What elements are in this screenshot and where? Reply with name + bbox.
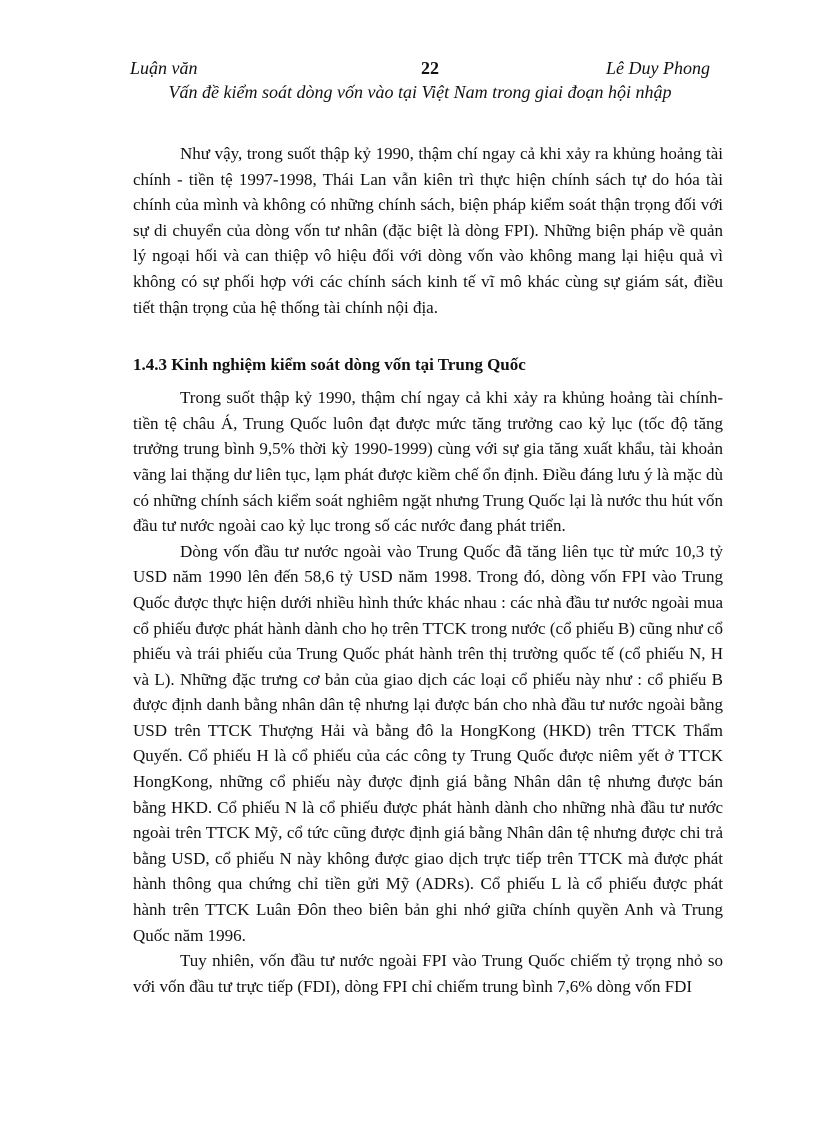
page-header [130, 56, 710, 80]
page-body [133, 141, 723, 999]
section-heading: 1.4.3 Kinh nghiệm kiểm soát dòng vốn tại Trung Quốc [133, 355, 526, 375]
header-thesis-title: Vấn đề kiểm soát dòng vốn vào tại Việt Nam trong giai đoạn hội nhập [168, 82, 672, 102]
body-paragraph: Dòng vốn đầu tư nước ngoài vào Trung Quốc đã tăng liên tục từ mức 10,3 tỷ USD năm 1990 lên đến 58,6 tỷ USD năm 1998. Trong đó, dòng vốn FPI vào Trung Quốc được thực hiện dưới nhiều hình thức khác nhau : các nhà đầu tư nước ngoài mua cổ phiếu được phát hành dành cho họ trên TTCK trong nước (cổ phiếu B) cũng như cổ phiếu và trái phiếu của Trung Quốc phát hành trên thị trường quốc tế (cổ phiếu N, H và L). Những đặc trưng cơ bản của giao dịch các loại cổ phiếu này như : cổ phiếu B được định danh bằng nhân dân tệ nhưng lại được bán cho nhà đầu tư nước ngoài bằng USD trên TTCK Thượng Hải và bằng đô la HongKong (HKD) trên TTCK Thẩm Quyến. Cổ phiếu H là cổ phiếu của các công ty Trung Quốc được niêm yết ở TTCK HongKong, những cổ phiếu này được định giá bằng Nhân dân tệ nhưng được bán bằng HKD. Cổ phiếu N là cổ phiếu được phát hành dành cho những nhà đầu tư nước ngoài trên TTCK Mỹ, cổ tức cũng được định giá bằng Nhân dân tệ nhưng được chi trả bằng USD, cổ phiếu N này không được giao dịch trực tiếp trên TTCK mà được phát hành thông qua chứng chỉ tiền gửi Mỹ (ADRs). Cổ phiếu L là cổ phiếu được phát hành trên TTCK Luân Đôn theo biên bản ghi nhớ giữa chính quyền Anh và Trung Quốc năm 1996. [133, 541, 723, 945]
header-document-type: Luận văn [130, 58, 198, 78]
body-paragraph: Trong suốt thập kỷ 1990, thậm chí ngay cả khi xảy ra khủng hoảng tài chính-tiền tệ châu Á, Trung Quốc luôn đạt được mức tăng trưởng cao kỷ lục (tốc độ tăng trưởng trung bình 9,5% thời kỳ 1990-1999) cùng với sự gia tăng xuất khẩu, tài khoản vãng lai thặng dư liên tục, lạm phát được kiềm chế ổn định. Điều đáng lưu ý là mặc dù có những chính sách kiểm soát nghiêm ngặt nhưng Trung Quốc lại là nước thu hút vốn đầu tư nước ngoài cao kỷ lục trong số các nước đang phát triển. [133, 388, 724, 536]
page-number: 22 [421, 58, 439, 78]
header-author: Lê Duy Phong [606, 58, 710, 78]
body-paragraph: Như vậy, trong suốt thập kỷ 1990, thậm chí ngay cả khi xảy ra khủng hoảng tài chính - tiền tệ 1997-1998, Thái Lan vẫn kiên trì thực hiện chính sách tự do hóa tài chính của mình và không có những chính sách, biện pháp kiểm soát thận trọng đối với sự di chuyển của dòng vốn tư nhân (đặc biệt là dòng FPI). Những biện pháp về quản lý ngoại hối và can thiệp vô hiệu đối với dòng vốn vào không mang lại hiệu quả vì không có sự phối hợp với các chính sách kinh tế vĩ mô khác cùng sự giám sát, điều tiết thận trọng của hệ thống tài chính nội địa. [133, 144, 723, 317]
body-paragraph: Tuy nhiên, vốn đầu tư nước ngoài FPI vào Trung Quốc chiếm tỷ trọng nhỏ so với vốn đầu tư trực tiếp (FDI), dòng FPI chỉ chiếm trung bình 7,6% dòng vốn FDI [133, 951, 723, 996]
